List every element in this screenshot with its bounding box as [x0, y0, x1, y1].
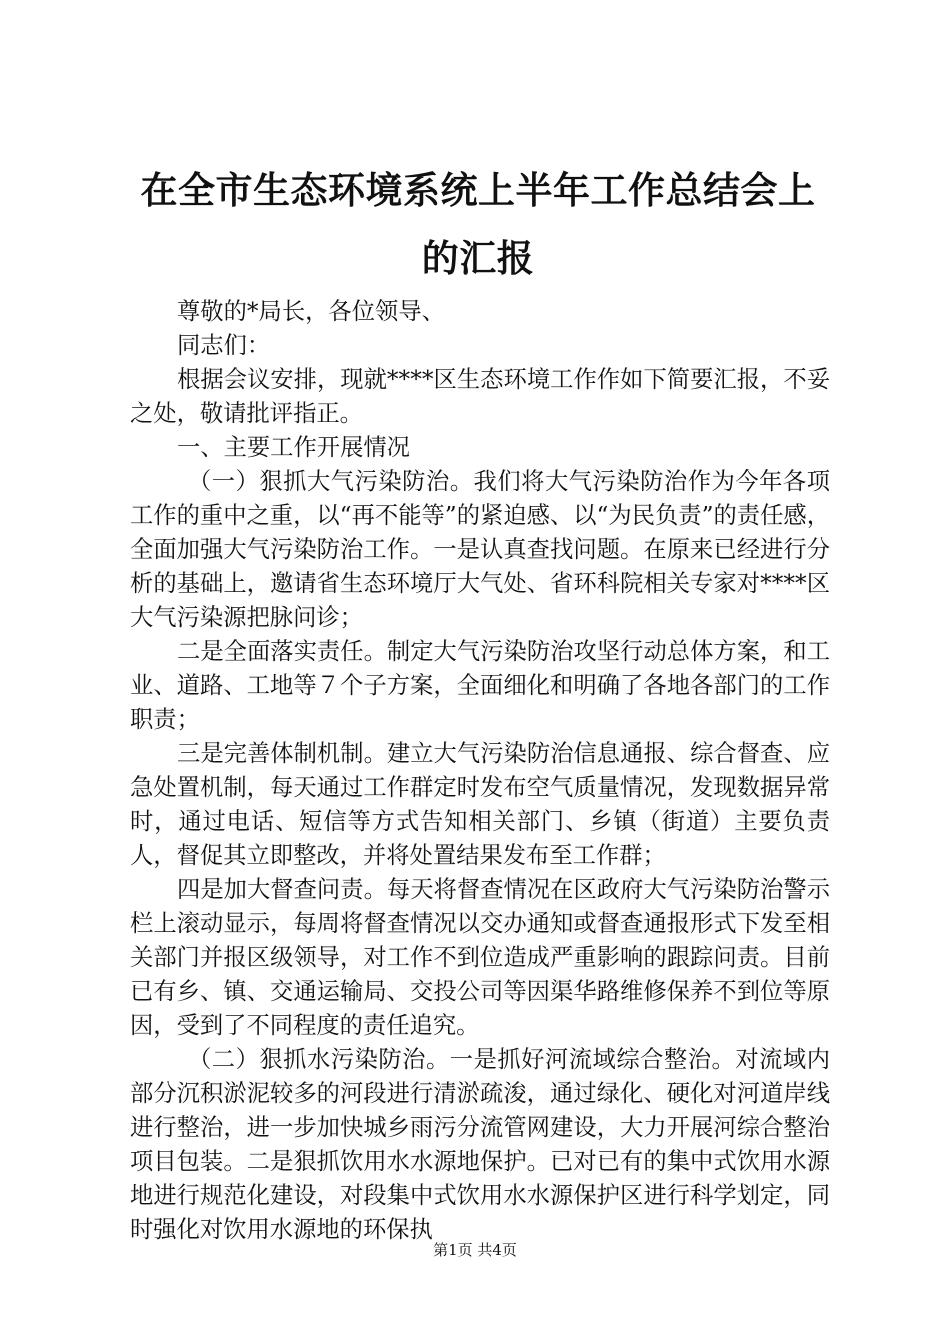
paragraph-supervision: 四是加大督查问责。每天将督查情况在区政府大气污染防治警示栏上滚动显示，每周将督查情况以交办通知或督查通报形式下发至相关部门并报区级领导，对工作不到位造成严重影响的跟踪问责。目前已有乡、镇、交通运输局、交投公司等因渠华路维修保养不到位等原因，受到了不同程度的责任追究。 [130, 876, 830, 1039]
page-footer: 第1页 共4页 [433, 1241, 517, 1259]
document-title: 在全市生态环境系统上半年工作总结会上的汇报 [140, 169, 816, 280]
salutation-line-1: 尊敬的*局长，各位领导、 [177, 298, 445, 325]
section-heading: 一、主要工作开展情况 [177, 434, 410, 461]
document-body [130, 295, 830, 1247]
paragraph-responsibility: 二是全面落实责任。制定大气污染防治攻坚行动总体方案，和工业、道路、工地等７个子方案，全面细化和明确了各地各部门的工作职责； [130, 638, 830, 733]
paragraph-mechanism: 三是完善体制机制。建立大气污染防治信息通报、综合督查、应急处置机制，每天通过工作群定时发布空气质量情况，发现数据异常时，通过电话、短信等方式告知相关部门、乡镇（街道）主要负责人，督促其立即整改，并将处置结果发布至工作群； [130, 740, 830, 869]
paragraph-water-pollution: （二）狠抓水污染防治。一是抓好河流域综合整治。对流域内部分沉积淤泥较多的河段进行清淤疏浚，通过绿化、硬化对河道岸线进行整治，进一步加快城乡雨污分流管网建设，大力开展河综合整治项目包装。二是狠抓饮用水水源地保护。已对已有的集中式饮用水源地进行规范化建设，对段集中式饮用水水源保护区进行科学划定，同时强化对饮用水源地的环保执 [130, 1046, 830, 1243]
paragraph-air-pollution: （一）狠抓大气污染防治。我们将大气污染防治作为今年各项工作的重中之重，以“再不能等”的紧迫感、以“为民负责”的责任感，全面加强大气污染防治工作。一是认真查找问题。在原来已经进行分析的基础上，邀请省生态环境厅大气处、省环科院相关专家对****区大气污染源把脉问诊； [130, 468, 830, 631]
intro-paragraph: 根据会议安排，现就****区生态环境工作作如下简要汇报，不妥之处，敬请批评指正。 [130, 366, 830, 427]
salutation-line-2: 同志们： [177, 332, 271, 359]
